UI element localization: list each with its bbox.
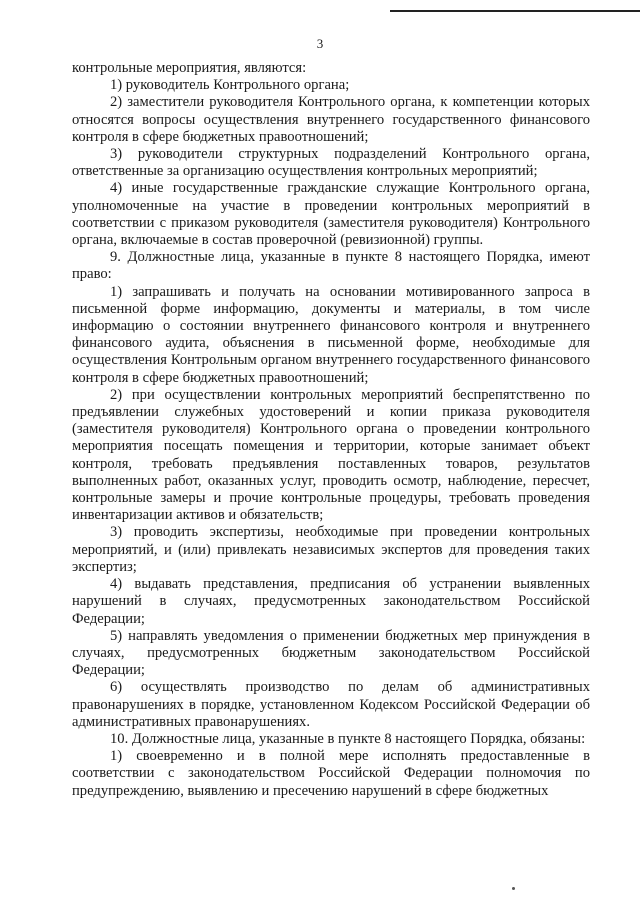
paragraph-continuation: контрольные мероприятия, являются: [72, 60, 307, 76]
list-item-9-5: 5) направлять уведомления о применении бюджетных мер принуждения в случаях, предусмотренных бюджетным законодательством Российской Федерации; [72, 627, 590, 679]
document-body [72, 60, 590, 800]
list-item-9-1: 1) запрашивать и получать на основании мотивированного запроса в письменной форме информацию, документы и материалы, в том числе информацию о состоянии внутреннего финансового контроля и внутреннего финансового аудита, объяснения в письменной форме, необходимые для осуществления Контрольным органом внутреннего государственного финансового контроля в сфере бюджетных правоотношений; [72, 283, 590, 386]
page-number: 3 [316, 36, 324, 51]
list-item-8-3: 3) руководители структурных подразделений Контрольного органа, ответственные за организацию осуществления контрольных мероприятий; [72, 146, 590, 180]
list-item-8-1: 1) руководитель Контрольного органа; [110, 77, 350, 94]
list-item-9-2: 2) при осуществлении контрольных мероприятий беспрепятственно по предъявлении служебных удостоверений и копии приказа руководителя (заместителя руководителя) Контрольного органа о проведении контрольного мероприятия посещать помещения и территории, которые занимает объект контроля, требовать предъявления поставленных товаров, результатов выполненных работ, оказанных услуг, проводить осмотр, наблюдение, пересчет, контрольные замеры и прочие контрольные процедуры, требовать проведения инвентаризации активов и обязательств; [72, 386, 590, 524]
clause-9: 9. Должностные лица, указанные в пункте 8 настоящего Порядка, имеют право: [72, 249, 590, 283]
list-item-8-4: 4) иные государственные гражданские служащие Контрольного органа, уполномоченные на участие в проведении контрольных мероприятий в соответствии с приказом руководителя (заместителя руководителя) Контрольного органа, включаемые в состав проверочной (ревизионной) группы. [72, 180, 590, 249]
list-item-10-1: 1) своевременно и в полной мере исполнять предоставленные в соответствии с законодательством Российской Федерации полномочия по предупреждению, выявлению и пресечению нарушений в сфере бюджетных [72, 748, 590, 799]
top-rule [390, 10, 640, 12]
list-item-9-6: 6) осуществлять производство по делам об административных правонарушениях в порядке, установленном Кодексом Российской Федерации об административных правонарушениях. [72, 679, 590, 730]
list-item-9-4: 4) выдавать представления, предписания об устранении выявленных нарушений в случаях, предусмотренных законодательством Российской Федерации; [72, 576, 590, 627]
scan-mark [512, 887, 515, 890]
clause-10: 10. Должностные лица, указанные в пункте 8 настоящего Порядка, обязаны: [110, 730, 586, 747]
list-item-8-2: 2) заместители руководителя Контрольного органа, к компетенции которых относятся вопросы осуществления внутреннего государственного финансового контроля в сфере бюджетных правоотношений; [72, 94, 590, 145]
list-item-9-3: 3) проводить экспертизы, необходимые при проведении контрольных мероприятий, и (или) привлекать независимых экспертов для проведения таких экспертиз; [72, 524, 590, 575]
